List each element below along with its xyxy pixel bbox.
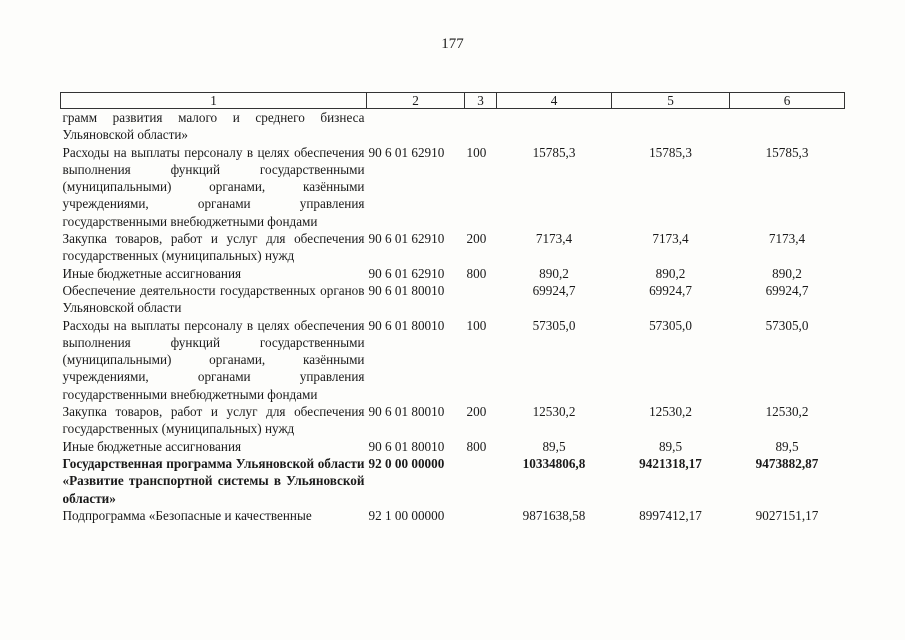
row-value-year2-cell: 89,5 [658,438,683,454]
table-row [61,438,845,455]
row-value-year3-cell: 57305,0 [765,317,809,333]
row-name-cell: Иные бюджетные ассигнования [62,438,242,454]
table-row [61,317,845,403]
row-value-year1-cell: 57305,0 [532,317,576,333]
row-expense-type-cell [465,109,497,144]
row-value-year2-cell [612,109,730,144]
row-code-cell: 90 6 01 62910 [368,231,445,247]
row-expense-type-cell [465,507,497,524]
table-row [61,282,845,317]
row-name-cell: Закупка товаров, работ и услуг для обеспечения государственных (муниципальных) нужд [62,404,365,437]
row-value-year3-cell: 890,2 [772,265,802,281]
row-value-year1-cell: 9871638,58 [522,507,586,523]
table-row [61,109,845,144]
table-row [61,265,845,282]
header-cell-4: 4 [497,93,612,109]
row-value-year1-cell: 89,5 [542,438,566,454]
row-code-cell: 90 6 01 80010 [368,317,445,333]
row-code-cell: 90 6 01 62910 [368,265,445,281]
table-row [61,144,845,230]
row-expense-type-cell: 200 [466,231,487,247]
table-row [61,403,845,438]
table-row [61,230,845,265]
row-expense-type-cell: 100 [466,317,487,333]
row-value-year2-cell: 12530,2 [649,404,692,420]
header-cell-3: 3 [465,93,497,109]
row-value-year3-cell [730,109,845,144]
header-cell-6: 6 [730,93,845,109]
table-row [61,455,845,507]
row-code-cell: 90 6 01 80010 [368,404,445,420]
row-expense-type-cell [465,282,497,317]
row-value-year2-cell: 7173,4 [652,231,689,247]
row-value-year1-cell: 890,2 [539,265,569,281]
header-cell-2: 2 [367,93,465,109]
row-expense-type-cell: 100 [466,144,487,160]
row-name-cell: грамм развития малого и среднего бизнеса Ульяновской области» [62,110,365,143]
table-row [61,507,845,524]
row-value-year2-cell: 8997412,17 [639,507,702,523]
table-header [61,93,845,109]
row-value-year3-cell: 9027151,17 [755,507,819,523]
row-name-cell: Государственная программа Ульяновской области «Развитие транспортной системы в Ульяновской области» [62,455,365,506]
row-value-year1-cell [497,109,612,144]
row-expense-type-cell: 200 [466,404,487,420]
row-name-cell: Иные бюджетные ассигнования [62,265,242,281]
row-value-year1-cell: 12530,2 [532,404,576,420]
header-cell-5: 5 [612,93,730,109]
row-value-year2-cell: 69924,7 [649,282,692,298]
page-number: 177 [441,36,464,52]
row-name-cell: Расходы на выплаты персоналу в целях обеспечения выполнения функций государственными (муниципальными) органами, казёнными учреждениями, органами управления государственными внебюджетными фондами [62,144,365,229]
table-body [61,109,845,525]
row-value-year3-cell: 15785,3 [765,144,809,160]
row-name-cell: Подпрограмма «Безопасные и качественные [62,507,312,523]
row-code-cell [367,109,465,144]
row-value-year2-cell: 9421318,17 [639,455,702,471]
row-value-year3-cell: 7173,4 [768,231,806,247]
header-cell-1: 1 [61,93,367,109]
row-value-year2-cell: 15785,3 [649,144,692,160]
row-value-year3-cell: 9473882,87 [755,455,819,471]
row-code-cell: 90 6 01 80010 [368,282,445,298]
row-value-year1-cell: 69924,7 [532,282,576,298]
row-value-year1-cell: 7173,4 [535,231,573,247]
row-code-cell: 92 0 00 00000 [368,455,445,471]
row-name-cell: Обеспечение деятельности государственных органов Ульяновской области [62,282,365,316]
header-row [61,93,845,109]
row-code-cell: 90 6 01 80010 [368,438,445,454]
budget-table [60,92,845,524]
row-value-year2-cell: 57305,0 [649,317,692,333]
row-name-cell: Расходы на выплаты персоналу в целях обеспечения выполнения функций государственными (муниципальными) органами, казёнными учреждениями, органами управления государственными внебюджетными фондами [62,317,365,402]
row-value-year3-cell: 69924,7 [765,282,809,298]
row-expense-type-cell [465,455,497,507]
row-value-year3-cell: 89,5 [775,438,799,454]
row-name-cell: Закупка товаров, работ и услуг для обеспечения государственных (муниципальных) нужд [62,231,365,264]
row-value-year1-cell: 15785,3 [532,144,576,160]
row-value-year2-cell: 890,2 [655,265,686,281]
row-value-year3-cell: 12530,2 [765,404,809,420]
row-expense-type-cell: 800 [466,265,487,281]
row-expense-type-cell: 800 [466,438,487,454]
row-code-cell: 90 6 01 62910 [368,144,445,160]
row-value-year1-cell: 10334806,8 [522,455,586,471]
row-code-cell: 92 1 00 00000 [368,507,445,523]
